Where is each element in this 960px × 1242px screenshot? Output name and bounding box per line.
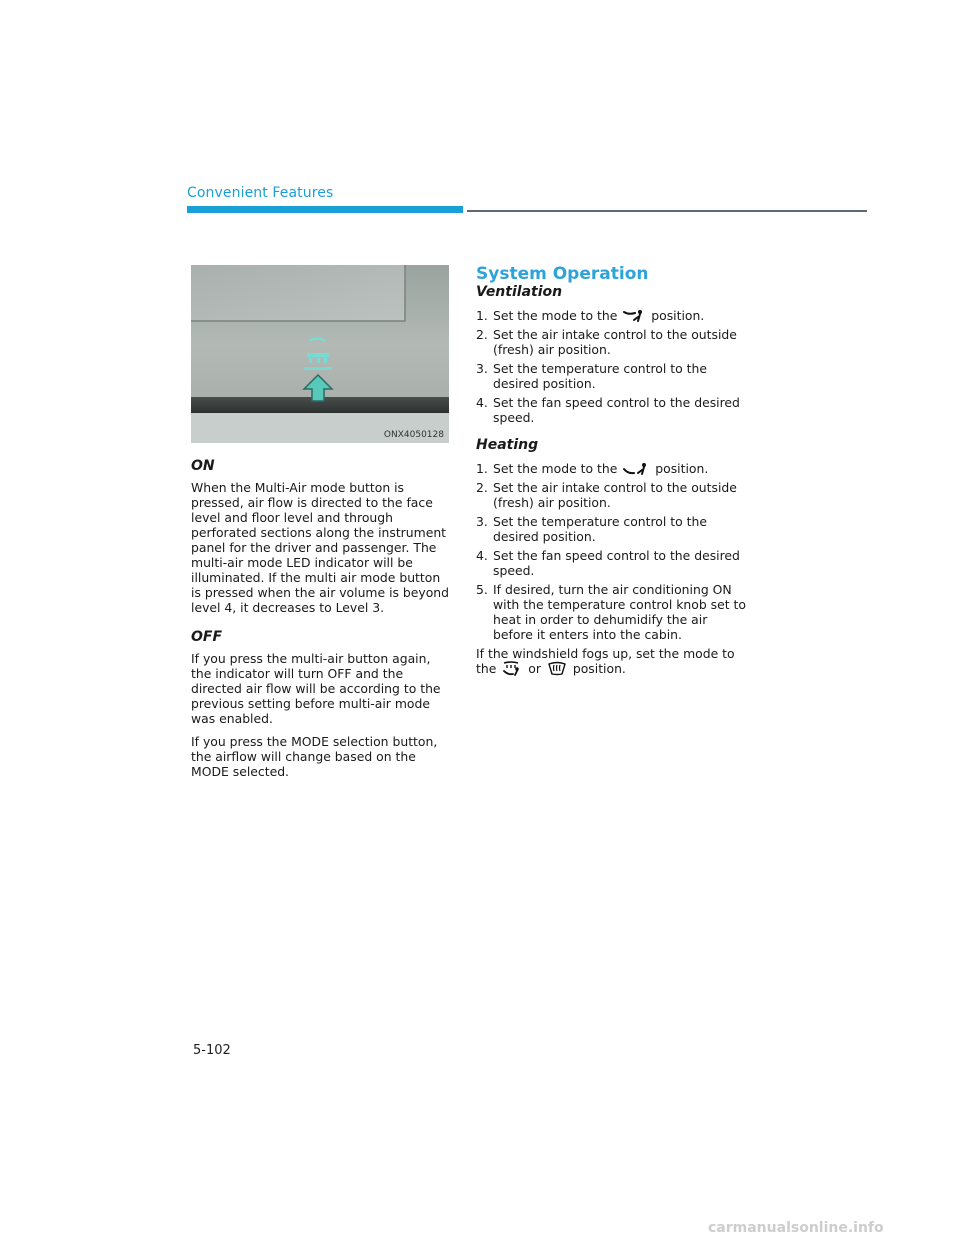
off-text-1: If you press the multi-air button again, the indicator will turn OFF and the directed air flow will be according to the previous setting before multi-air mode was enabled. (191, 651, 441, 726)
front-defrost-icon (547, 661, 567, 676)
on-heading: ON (191, 458, 215, 474)
list-item: 2. Set the air intake control to the outside (fresh) air position. (476, 480, 737, 510)
floor-defrost-mode-icon (502, 661, 522, 676)
list-item: 1. Set the mode to the position. (476, 308, 705, 323)
off-text-2: If you press the MODE selection button, the airflow will change based on the MODE selected. (191, 734, 438, 779)
ventilation-steps (476, 308, 746, 425)
list-item: 4. Set the fan speed control to the desired speed. (476, 548, 740, 578)
right-column (476, 264, 746, 684)
list-item: 3. Set the temperature control to the desired position. (476, 361, 707, 391)
section-title: Convenient Features (187, 185, 334, 201)
floor-mode-icon (623, 462, 649, 476)
off-heading: OFF (191, 629, 223, 645)
list-item: 1. Set the mode to the position. (476, 461, 709, 476)
list-item: 4. Set the fan speed control to the desired speed. (476, 395, 740, 425)
heating-heading: Heating (476, 437, 539, 453)
face-vent-mode-icon (623, 309, 645, 323)
list-item: 2. Set the air intake control to the outside (fresh) air position. (476, 327, 737, 357)
multi-air-button-figure (191, 265, 449, 443)
watermark: carmanualsonline.info (708, 1220, 884, 1236)
heating-steps (476, 461, 746, 642)
list-item: 5. If desired, turn the air conditioning ON with the temperature control knob set to heat in order to dehumidify the air before it enters into the cabin. (476, 582, 746, 642)
ventilation-heading: Ventilation (476, 284, 563, 300)
dashboard-illustration (191, 265, 449, 443)
left-column (191, 458, 453, 787)
on-text: When the Multi-Air mode button is pressed, air flow is directed to the face level and floor level and through perforated sections along the instrument panel for the driver and passenger. The multi-air mode LED indicator will be illuminated. If the multi air mode button is pressed when the air volume is beyond level 4, it decreases to Level 3. (191, 480, 450, 615)
header-rule (467, 210, 867, 212)
defrost-note: If the windshield fogs up, set the mode to the or position. (476, 646, 735, 676)
page-number: 5-102 (193, 1043, 231, 1058)
figure-code: ONX4050128 (383, 430, 444, 440)
list-item: 3. Set the temperature control to the desired position. (476, 514, 707, 544)
header-rule-accent (187, 206, 463, 213)
system-operation-title: System Operation (476, 264, 649, 284)
